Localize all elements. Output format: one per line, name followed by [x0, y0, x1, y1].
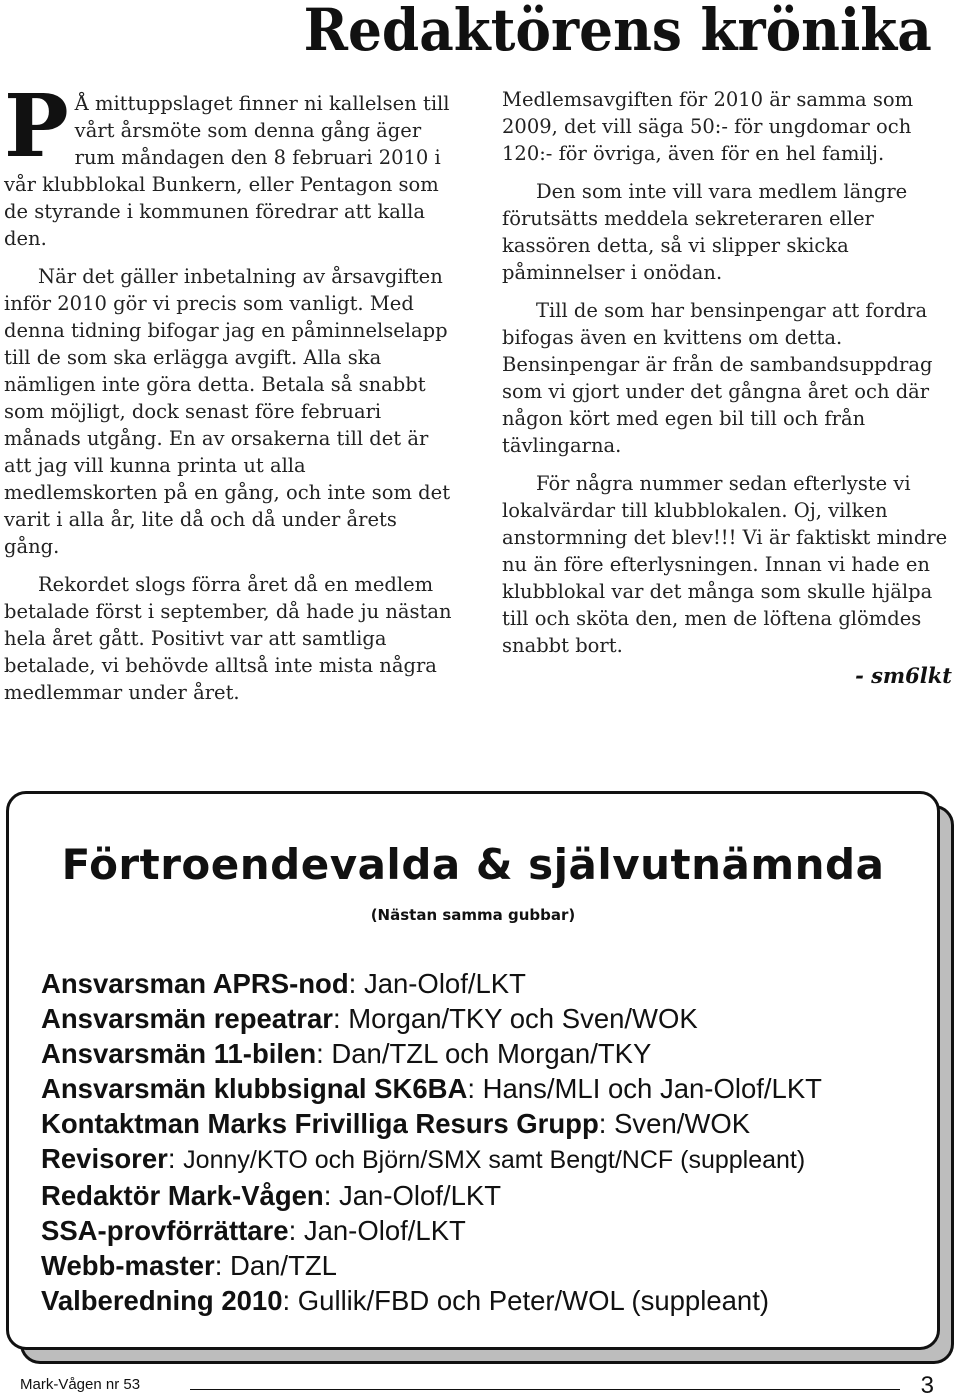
article-paragraph: Till de som har bensinpengar att fordra bifogas även en kvittens om detta. Bensinpengar är från de sambandsuppdrag som vi gjort under det gångna året och där någon kört med egen bil till och från tävlingarna. — [502, 299, 933, 457]
role-names: Gullik/FBD och Peter/WOL (suppleant) — [297, 1285, 770, 1316]
role-title: Valberedning 2010 — [41, 1285, 283, 1316]
box-subtitle: (Nästan samma gubbar) — [370, 906, 576, 924]
role-names: Jonny/KTO och Björn/SMX samt Bengt/NCF (suppleant) — [183, 1146, 806, 1174]
article-paragraph — [4, 76, 456, 252]
role-row: Redaktör Mark-Vågen: Jan-Olof/LKT — [41, 1180, 502, 1211]
role-names: Jan-Olof/LKT — [339, 1180, 502, 1211]
page-title: Redaktörens krönika — [303, 0, 932, 64]
role-title: Ansvarsmän repeatrar — [41, 1003, 333, 1034]
role-row: Ansvarsmän 11-bilen: Dan/TZL och Morgan/TKY — [41, 1038, 652, 1069]
role-title: Ansvarsmän 11-bilen — [41, 1038, 317, 1069]
footer-publication: Mark-Vågen nr 53 — [20, 1376, 141, 1393]
role-names: Dan/TZL — [229, 1250, 337, 1281]
article-paragraph: Den som inte vill vara medlem längre förutsätts meddela sekreteraren eller kassören detta, så vi slipper skicka påminnelser i onödan. — [502, 180, 908, 284]
article-right-column — [502, 86, 952, 670]
role-row: SSA-provförrättare: Jan-Olof/LKT — [41, 1215, 466, 1246]
role-names: Dan/TZL och Morgan/TKY — [331, 1038, 652, 1069]
role-title: Webb-master — [41, 1250, 215, 1281]
article-paragraph: Medlemsavgiften för 2010 är samma som 2009, det vill säga 50:- för ungdomar och 120:- för övriga, även för en hel familj. — [502, 88, 914, 165]
role-names: Jan-Olof/LKT — [363, 968, 526, 999]
role-row: Ansvarsmän klubbsignal SK6BA: Hans/MLI och Jan-Olof/LKT — [41, 1073, 822, 1104]
role-names: Jan-Olof/LKT — [303, 1215, 466, 1246]
role-row: Ansvarsman APRS-nod: Jan-Olof/LKT — [41, 968, 526, 999]
role-title: Revisorer — [41, 1143, 168, 1174]
role-title: SSA-provförrättare — [41, 1215, 289, 1246]
role-row: Webb-master: Dan/TZL — [41, 1250, 337, 1281]
role-names: Sven/WOK — [614, 1108, 751, 1139]
role-title: Redaktör Mark-Vågen — [41, 1180, 324, 1211]
roles-list — [41, 966, 822, 1318]
article-left-column — [4, 76, 456, 717]
footer-rule — [190, 1389, 900, 1390]
officials-box — [6, 791, 940, 1350]
role-title: Ansvarsmän klubbsignal SK6BA — [41, 1073, 468, 1104]
author-signature: - sm6lkt — [855, 663, 952, 688]
page-number: 3 — [920, 1372, 934, 1399]
article-paragraph-text: Å mittuppslaget finner ni kallelsen till vårt årsmöte som denna gång äger rum måndagen den 8 februari 2010 i vår klubblokal Bunkern, eller Pentagon som de styrande i kommunen föredrar att kalla den. — [4, 92, 450, 250]
box-title: Förtroendevalda & självutnämnda — [61, 840, 885, 889]
role-title: Kontaktman Marks Frivilliga Resurs Grupp — [41, 1108, 599, 1139]
article-paragraph: För några nummer sedan efterlyste vi lokalvärdar till klubblokalen. Oj, vilken anstormning det blev!!! Vi är faktiskt mindre nu än före efterlysningen. Innan vi hade en klubblokal var det många som skulle hjälpa till och sköta den, men de löftena glömdes snabbt bort. — [502, 472, 948, 657]
drop-cap: P — [4, 76, 69, 177]
role-title: Ansvarsman APRS-nod — [41, 968, 349, 999]
article-paragraph: När det gäller inbetalning av årsavgiften inför 2010 gör vi precis som vanligt. Med denna tidning bifogar jag en påminnelselapp till de som ska erlägga avgift. Alla ska nämligen inte göra detta. Betala så snabbt som möjligt, dock senast före februari månads utgång. En av orsakerna till det är att jag vill kunna printa ut alla medlemskorten på en gång, och inte som det varit i alla år, lite då och då under årets gång. — [4, 265, 451, 558]
role-names: Morgan/TKY och Sven/WOK — [348, 1003, 698, 1034]
role-row: Revisorer: Jonny/KTO och Björn/SMX samt Bengt/NCF (suppleant) — [41, 1143, 806, 1174]
role-row: Valberedning 2010: Gullik/FBD och Peter/WOL (suppleant) — [41, 1285, 770, 1316]
article-paragraph: Rekordet slogs förra året då en medlem betalade först i september, då hade ju nästan hela året gått. Positivt var att samtliga betalade, vi behövde alltså inte mista några medlemmar under året. — [4, 573, 452, 704]
role-names: Hans/MLI och Jan-Olof/LKT — [482, 1073, 822, 1104]
role-row: Ansvarsmän repeatrar: Morgan/TKY och Sven/WOK — [41, 1003, 698, 1034]
role-row: Kontaktman Marks Frivilliga Resurs Grupp: Sven/WOK — [41, 1108, 751, 1139]
